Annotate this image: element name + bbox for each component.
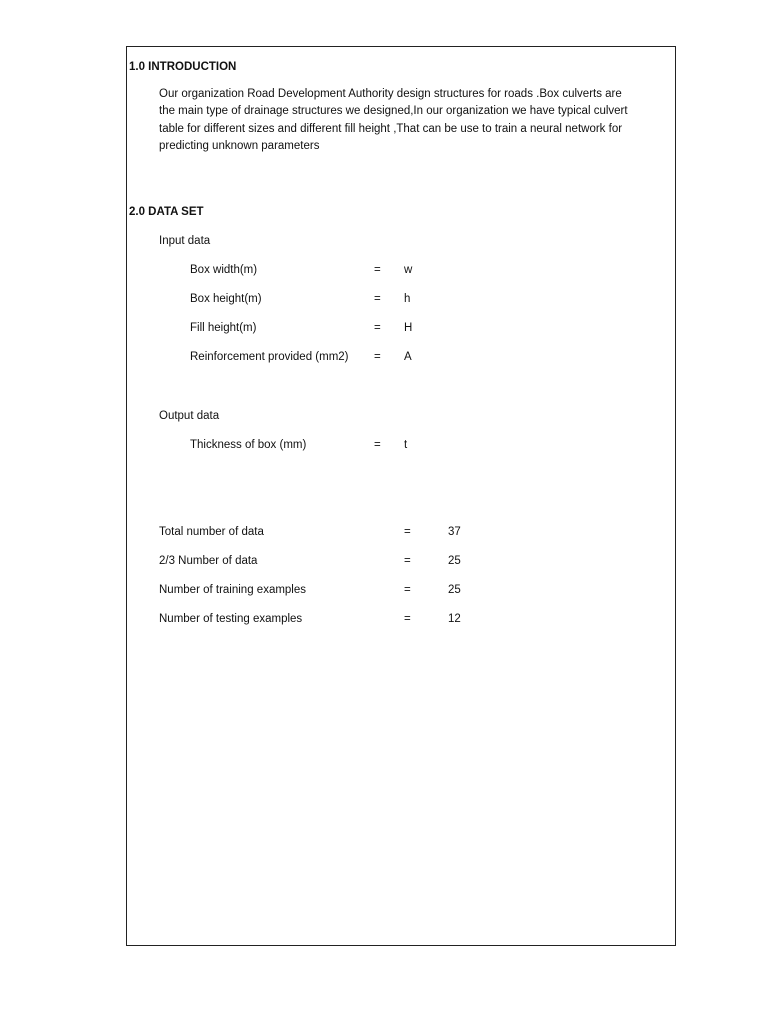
output-row-symbol: t xyxy=(404,439,408,451)
equals-sign: = xyxy=(404,526,411,538)
input-row-symbol: w xyxy=(404,264,413,276)
input-row-symbol: H xyxy=(404,322,413,334)
input-row-symbol: A xyxy=(404,351,412,363)
count-row-value: 37 xyxy=(448,526,461,538)
equals-sign: = xyxy=(404,584,411,596)
equals-sign: = xyxy=(374,351,381,363)
equals-sign: = xyxy=(374,264,381,276)
equals-sign: = xyxy=(404,613,411,625)
dataset-heading: 2.0 DATA SET xyxy=(129,206,204,218)
output-data-label: Output data xyxy=(159,410,220,422)
intro-line: Our organization Road Development Authority design structures for roads .Box culverts are xyxy=(159,88,622,100)
input-row-symbol: h xyxy=(404,293,411,305)
count-row-value: 25 xyxy=(448,555,461,567)
output-row-label: Thickness of box (mm) xyxy=(190,439,307,451)
intro-heading: 1.0 INTRODUCTION xyxy=(129,61,237,73)
intro-line: the main type of drainage structures we designed,In our organization we have typical culvert xyxy=(159,105,628,118)
intro-line: predicting unknown parameters xyxy=(159,140,320,153)
input-row-label: Reinforcement provided (mm2) xyxy=(190,351,349,363)
equals-sign: = xyxy=(374,293,381,305)
count-row-label: 2/3 Number of data xyxy=(159,555,258,567)
equals-sign: = xyxy=(374,322,381,334)
equals-sign: = xyxy=(404,555,411,567)
input-row-label: Box width(m) xyxy=(190,264,258,276)
equals-sign: = xyxy=(374,439,381,451)
count-row-value: 12 xyxy=(448,613,461,625)
input-row-label: Fill height(m) xyxy=(190,322,257,334)
intro-line: table for different sizes and different fill height ,That can be use to train a neural network for xyxy=(159,122,623,135)
count-row-label: Total number of data xyxy=(159,526,264,538)
count-row-value: 25 xyxy=(448,584,461,596)
intro-paragraph xyxy=(159,86,649,156)
input-data-label: Input data xyxy=(159,235,211,247)
input-row-label: Box height(m) xyxy=(190,293,262,305)
count-row-label: Number of testing examples xyxy=(159,613,303,625)
page-border xyxy=(126,46,676,946)
count-row-label: Number of training examples xyxy=(159,584,307,596)
